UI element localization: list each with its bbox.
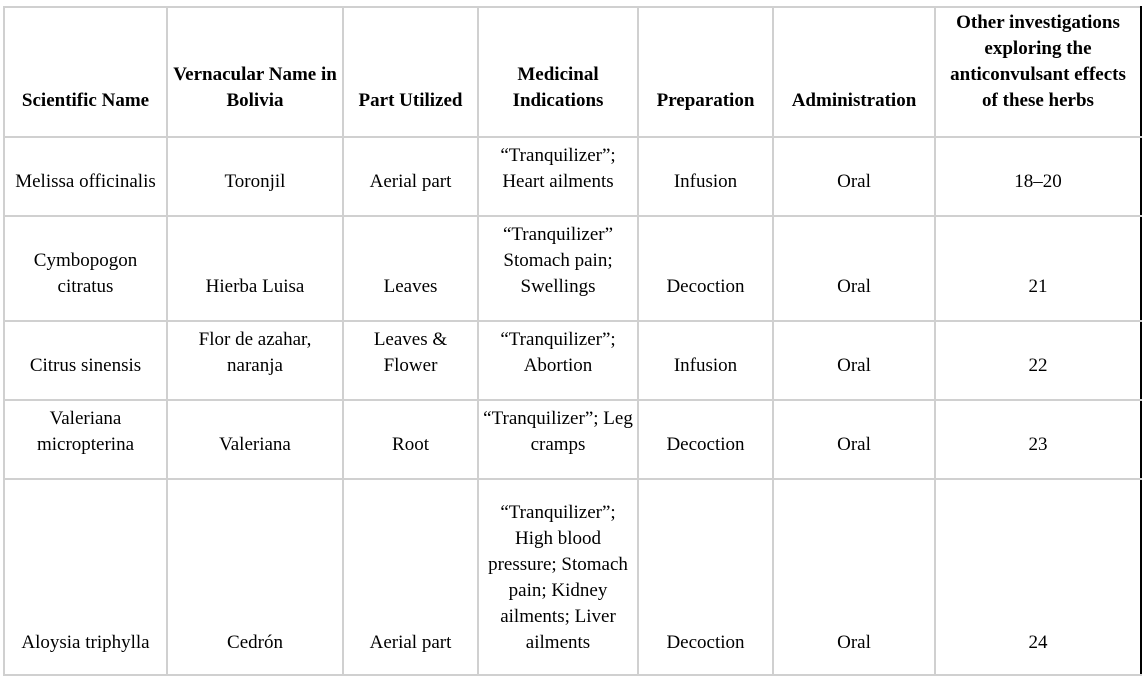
cell-administration: Oral	[773, 321, 935, 400]
cell-medicinal-indications: “Tranquilizer” Stomach pain; Swellings	[478, 216, 638, 321]
table-row	[4, 400, 1141, 479]
cell-vernacular-name: Flor de azahar, naranja	[167, 321, 343, 400]
cell-medicinal-indications: “Tranquilizer”; Leg cramps	[478, 400, 638, 479]
header-scientific-name: Scientific Name	[4, 7, 167, 137]
cell-administration: Oral	[773, 216, 935, 321]
header-administration: Administration	[773, 7, 935, 137]
cell-vernacular-name: Toronjil	[167, 137, 343, 216]
cell-preparation: Decoction	[638, 216, 773, 321]
cell-other-investigations: 22	[935, 321, 1141, 400]
cell-preparation: Decoction	[638, 479, 773, 675]
cell-scientific-name: Aloysia triphylla	[4, 479, 167, 675]
header-row	[4, 7, 1141, 137]
cell-part-utilized: Aerial part	[343, 137, 478, 216]
cell-part-utilized: Leaves	[343, 216, 478, 321]
cell-medicinal-indications: “Tranquilizer”; High blood pressure; Stomach pain; Kidney ailments; Liver ailments	[478, 479, 638, 675]
cell-other-investigations: 24	[935, 479, 1141, 675]
cell-vernacular-name: Valeriana	[167, 400, 343, 479]
cell-medicinal-indications: “Tranquilizer”; Heart ailments	[478, 137, 638, 216]
cell-administration: Oral	[773, 400, 935, 479]
cell-preparation: Infusion	[638, 321, 773, 400]
herbs-table	[3, 6, 1142, 676]
header-other-investigations: Other investigations exploring the anticonvulsant effects of these herbs	[935, 7, 1141, 137]
cell-scientific-name: Melissa officinalis	[4, 137, 167, 216]
table-row	[4, 479, 1141, 675]
header-medicinal-indications: Medicinal Indications	[478, 7, 638, 137]
cell-part-utilized: Aerial part	[343, 479, 478, 675]
cell-preparation: Decoction	[638, 400, 773, 479]
cell-other-investigations: 21	[935, 216, 1141, 321]
header-vernacular-name: Vernacular Name in Bolivia	[167, 7, 343, 137]
cell-medicinal-indications: “Tranquilizer”; Abortion	[478, 321, 638, 400]
table-row	[4, 216, 1141, 321]
cell-vernacular-name: Cedrón	[167, 479, 343, 675]
cell-preparation: Infusion	[638, 137, 773, 216]
header-part-utilized: Part Utilized	[343, 7, 478, 137]
table-row	[4, 137, 1141, 216]
table-row	[4, 321, 1141, 400]
header-preparation: Preparation	[638, 7, 773, 137]
herbs-table-container	[3, 6, 1142, 676]
cell-vernacular-name: Hierba Luisa	[167, 216, 343, 321]
cell-other-investigations: 18–20	[935, 137, 1141, 216]
cell-scientific-name: Valeriana micropterina	[4, 400, 167, 479]
cell-scientific-name: Citrus sinensis	[4, 321, 167, 400]
cell-administration: Oral	[773, 137, 935, 216]
cell-scientific-name: Cymbopogon citratus	[4, 216, 167, 321]
cell-part-utilized: Leaves & Flower	[343, 321, 478, 400]
cell-other-investigations: 23	[935, 400, 1141, 479]
cell-administration: Oral	[773, 479, 935, 675]
cell-part-utilized: Root	[343, 400, 478, 479]
